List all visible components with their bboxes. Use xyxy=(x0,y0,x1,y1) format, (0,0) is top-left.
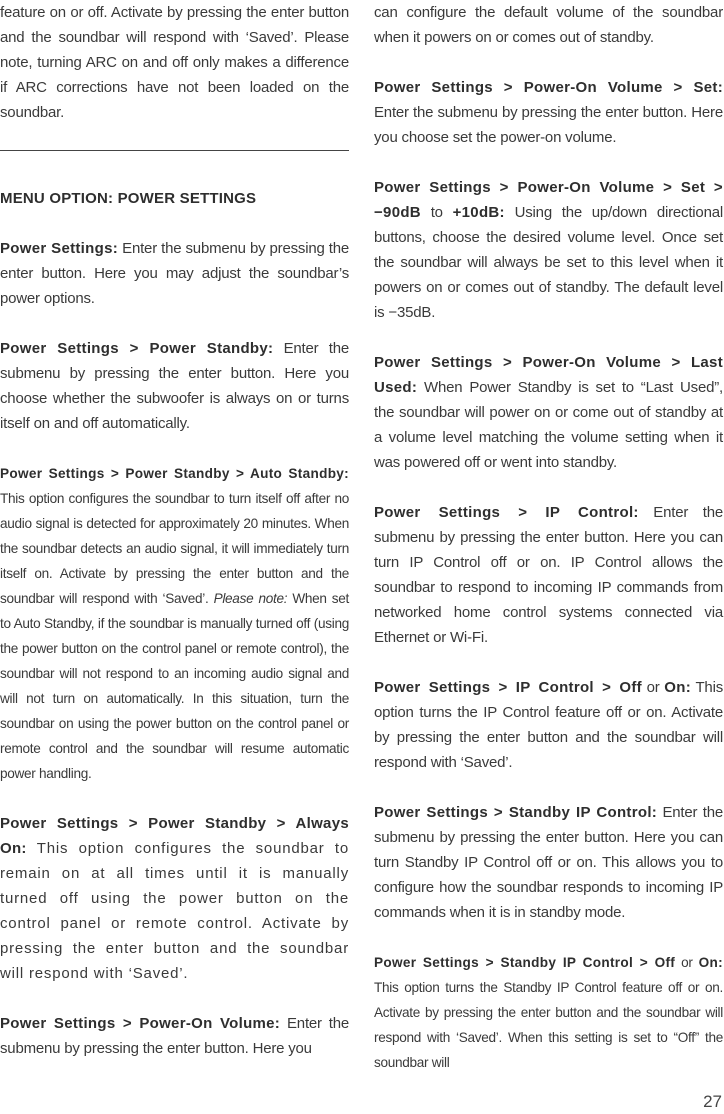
paragraph-lead: Power Settings > Power-On Volume > Set: xyxy=(374,79,723,96)
left-column xyxy=(0,0,349,1086)
paragraph-body: This option turns the Standby IP Control feature off or on. Activate by pressing the enter button and the soundbar will respond with ‘Saved’. When this setting is set to “Off” the soundbar will xyxy=(374,980,723,1070)
paragraph-lead: Power Settings > Standby IP Control > Off xyxy=(374,955,676,970)
paragraph-connector: to xyxy=(420,204,453,221)
auto-standby-paragraph xyxy=(0,461,349,786)
section-heading: MENU OPTION: POWER SETTINGS xyxy=(0,190,257,207)
power-on-volume-paragraph xyxy=(0,1011,349,1061)
right-column xyxy=(374,0,723,1100)
ip-control-paragraph xyxy=(374,500,723,650)
paragraph-body: When Power Standby is set to “Last Used”, the soundbar will power on or come out of standby at a volume level matching the volume setting when it was powered off or went into standby. xyxy=(374,379,723,471)
paragraph-body: Enter the submenu by pressing the enter button. Here you can turn Standby IP Control off or on. This allows you to configure how the soundbar responds to incoming IP commands when it is in standby mode. xyxy=(374,804,723,921)
intro-text: feature on or off. Activate by pressing the enter button and the soundbar will respond with ‘Saved’. Please note, turning ARC on and off only makes a difference if ARC corrections have not been loaded on the soundbar. xyxy=(0,4,349,121)
paragraph-body: Enter the submenu by pressing the enter button. Here you can turn IP Control off or on. IP Control allows the soundbar to respond to incoming IP commands from networked home control systems connected via Ethernet or Wi-Fi. xyxy=(374,504,723,646)
paragraph-lead: Power Settings > Power Standby > Always On: xyxy=(0,815,349,857)
power-settings-paragraph xyxy=(0,236,349,311)
paragraph-lead: Power Settings: xyxy=(0,240,119,257)
paragraph-lead: Power Settings > Power Standby: xyxy=(0,340,274,357)
paragraph-lead: Power Settings > Power-On Volume > Set > −90dB xyxy=(374,179,723,221)
please-note-label: Please note: xyxy=(213,591,288,606)
paragraph-lead: Power Settings > Standby IP Control: xyxy=(374,804,658,821)
paragraph-body: This option configures the soundbar to turn itself off after no audio signal is detected for approximately 20 minutes. When the soundbar detects an audio signal, it will immediately turn itself on. Activate by pressing the enter button and the soundbar will respond with ‘Saved’. xyxy=(0,491,349,606)
paragraph-body: Enter the submenu by pressing the enter button. Here you choose set the power-on volume. xyxy=(374,104,723,146)
power-on-volume-continued-paragraph xyxy=(374,0,723,50)
always-on-paragraph xyxy=(0,811,349,986)
volume-range-paragraph xyxy=(374,175,723,325)
standby-ip-control-paragraph xyxy=(374,800,723,925)
standby-ip-control-off-on-paragraph xyxy=(374,950,723,1075)
paragraph-lead-end: On: xyxy=(698,955,723,970)
paragraph-lead: Power Settings > Power-On Volume: xyxy=(0,1015,281,1032)
paragraph-body: Enter the submenu by pressing the enter button. Here you may adjust the soundbar’s power options. xyxy=(0,240,349,307)
paragraph-connector: or xyxy=(641,679,665,696)
paragraph-lead: Power Settings > IP Control: xyxy=(374,504,639,521)
paragraph-body: Using the up/down directional buttons, choose the desired volume level. Once set the soundbar will always be set to this level when it powers on or comes out of standby. The default level is −35dB. xyxy=(374,204,723,321)
ip-control-off-on-paragraph xyxy=(374,675,723,775)
paragraph-lead-end: +10dB: xyxy=(452,204,505,221)
paragraph-body: Enter the submenu by pressing the enter button. Here you choose whether the subwoofer is always on or turns itself on and off automatically. xyxy=(0,340,349,432)
power-standby-paragraph xyxy=(0,336,349,436)
last-used-paragraph xyxy=(374,350,723,475)
paragraph-lead: Power Settings > IP Control > Off xyxy=(374,679,642,696)
paragraph-body: can configure the default volume of the soundbar when it powers on or comes out of standby. xyxy=(374,4,723,46)
paragraph-lead: Power Settings > Power Standby > Auto Standby: xyxy=(0,466,349,481)
paragraph-lead-end: On: xyxy=(664,679,692,696)
page-number: 27 xyxy=(703,1092,722,1111)
paragraph-lead: Power Settings > Power-On Volume > Last Used: xyxy=(374,354,723,396)
paragraph-connector: or xyxy=(675,955,699,970)
intro-paragraph xyxy=(0,0,349,125)
section-divider xyxy=(0,150,349,151)
paragraph-body-continued: When set to Auto Standby, if the soundbar is manually turned off (using the power button on the control panel or remote control), the soundbar will not respond to an incoming audio signal and will not turn on automatically. In this situation, turn the soundbar on using the power button on the control panel or remote control and the soundbar will resume automatic power handling. xyxy=(0,591,350,781)
power-on-volume-set-paragraph xyxy=(374,75,723,150)
paragraph-body: This option configures the soundbar to remain on at all times until it is manually turned off using the power button on the control panel or remote control. Activate by pressing the enter button and the soundbar will respond with ‘Saved’. xyxy=(0,840,349,982)
paragraph-body: This option turns the IP Control feature off or on. Activate by pressing the enter button and the soundbar will respond with ‘Saved’. xyxy=(374,679,724,771)
paragraph-body: Enter the submenu by pressing the enter button. Here you xyxy=(0,1015,349,1057)
